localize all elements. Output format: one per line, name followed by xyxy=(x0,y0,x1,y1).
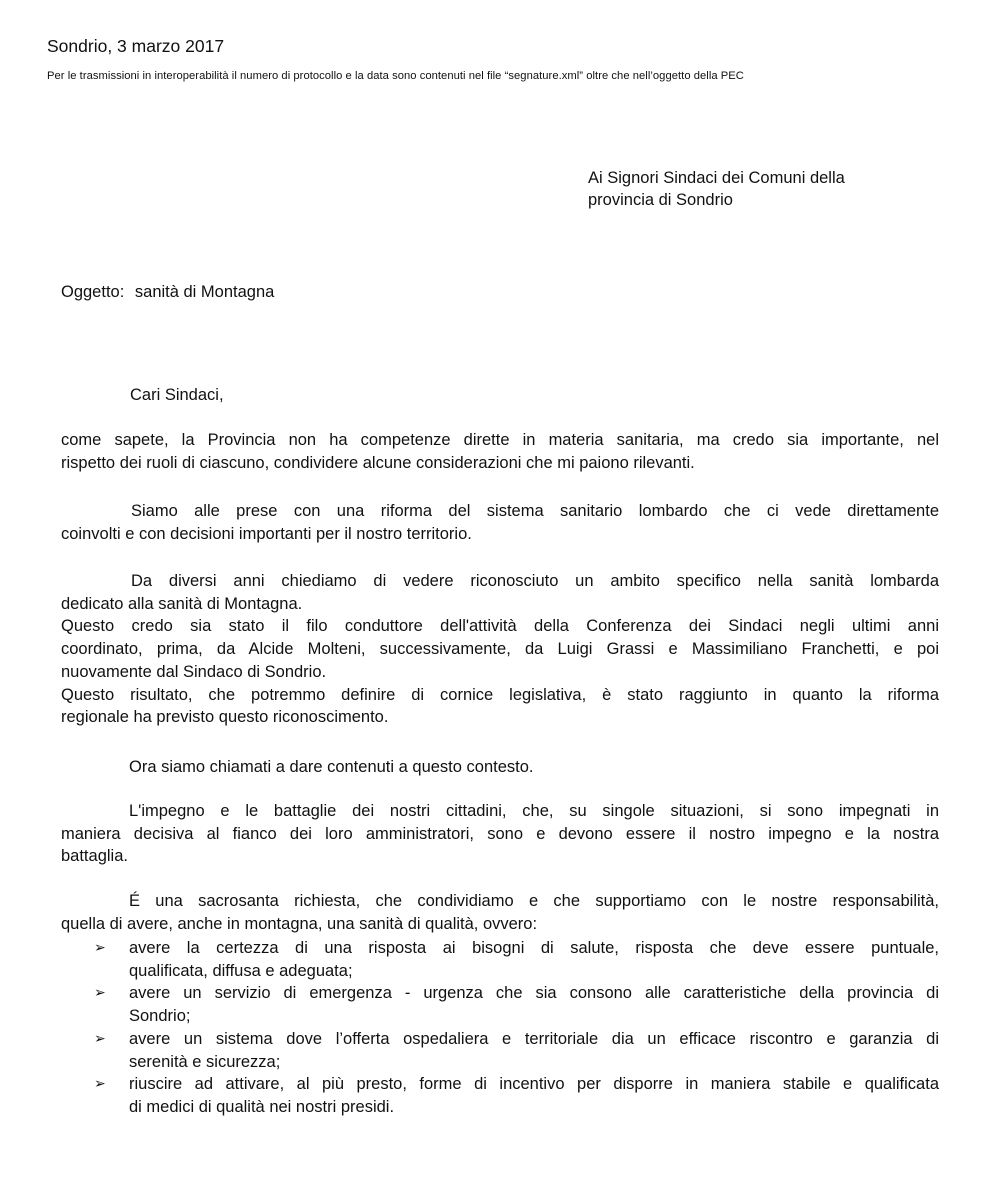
arrow-bullet-icon: ➢ xyxy=(94,1076,106,1093)
text-line: coordinato, prima, da Alcide Molteni, successivamente, da Luigi Grassi e Massimiliano Franchetti, e poi xyxy=(61,640,939,659)
text-line: Questo credo sia stato il filo conduttore dell'attività della Conferenza dei Sindaci negli ultimi anni xyxy=(61,617,939,636)
text-line: Siamo alle prese con una riforma del sistema sanitario lombardo che ci vede direttamente xyxy=(131,502,939,520)
recipient-line: Ai Signori Sindaci dei Comuni della xyxy=(588,169,845,187)
text-line: dedicato alla sanità di Montagna. xyxy=(61,594,303,613)
bullet-list xyxy=(61,937,939,1119)
recipient-line: provincia di Sondrio xyxy=(588,191,733,209)
protocol-note: Per le trasmissioni in interoperabilità il numero di protocollo e la data sono contenuti nel file “segnature.xml” oltre che nell’oggetto della PEC xyxy=(47,70,744,82)
paragraph-riforma xyxy=(61,500,939,545)
arrow-bullet-icon: ➢ xyxy=(94,1030,106,1047)
text-line: di medici di qualità nei nostri presidi. xyxy=(129,1097,395,1116)
text-line: serenità e sicurezza; xyxy=(129,1052,281,1071)
text-line: quella di avere, anche in montagna, una sanità di qualità, ovvero: xyxy=(61,914,538,933)
text-line: riuscire ad attivare, al più presto, forme di incentivo per disporre in maniera stabile e qualificata xyxy=(129,1075,939,1094)
paragraph-competenze xyxy=(61,429,939,474)
text-line: battaglia. xyxy=(61,847,128,866)
text-line: maniera decisiva al fianco dei loro amministratori, sono e devono essere il nostro impegno e la nostra xyxy=(61,824,939,843)
paragraph-sanita-montagna xyxy=(61,570,939,729)
text-line: Ora siamo chiamati a dare contenuti a questo contesto. xyxy=(129,758,534,776)
subject-text: sanità di Montagna xyxy=(134,283,275,301)
text-line: avere la certezza di una risposta ai bisogni di salute, risposta che deve essere puntuale, xyxy=(129,939,939,957)
text-line: É una sacrosanta richiesta, che condividiamo e che supportiamo con le nostre responsabilità, xyxy=(129,892,939,910)
text-line: avere un servizio di emergenza - urgenza che sia consono alle caratteristiche della provincia di xyxy=(129,984,939,1003)
text-line: qualificata, diffusa e adeguata; xyxy=(129,961,353,980)
text-line: Sondrio; xyxy=(129,1007,191,1026)
recipient-block xyxy=(588,167,845,211)
text-line: L'impegno e le battaglie dei nostri cittadini, che, su singole situazioni, si sono impegnati in xyxy=(129,802,939,820)
text-line: Questo risultato, che potremmo definire di cornice legislativa, è stato raggiunto in quanto la riforma xyxy=(61,685,939,704)
list-item xyxy=(61,982,939,1027)
text-line: regionale ha previsto questo riconoscimento. xyxy=(61,708,389,727)
text-line: Da diversi anni chiediamo di vedere riconosciuto un ambito specifico nella sanità lombarda xyxy=(131,572,939,590)
salutation: Cari Sindaci, xyxy=(130,386,224,404)
arrow-bullet-icon: ➢ xyxy=(94,985,106,1002)
paragraph-impegno xyxy=(61,800,939,868)
text-line: coinvolti e con decisioni importanti per il nostro territorio. xyxy=(61,524,472,543)
list-item xyxy=(61,1028,939,1073)
text-line: nuovamente dal Sindaco di Sondrio. xyxy=(61,662,327,681)
list-item xyxy=(61,937,939,982)
text-line: rispetto dei ruoli di ciascuno, condividere alcune considerazioni che mi paiono rilevanti. xyxy=(61,453,695,472)
text-line: come sapete, la Provincia non ha competenze dirette in materia sanitaria, ma credo sia importante, nel xyxy=(61,431,939,449)
list-item xyxy=(61,1073,939,1118)
subject-line xyxy=(61,283,274,302)
letter-date: Sondrio, 3 marzo 2017 xyxy=(47,36,225,56)
arrow-bullet-icon: ➢ xyxy=(94,940,106,956)
text-line: avere un sistema dove l’offerta ospedaliera e territoriale dia un efficace riscontro e garanzia di xyxy=(129,1029,939,1048)
paragraph-richiesta xyxy=(61,890,939,935)
paragraph-contenuti xyxy=(61,756,939,779)
subject-label: Oggetto: xyxy=(61,283,125,301)
